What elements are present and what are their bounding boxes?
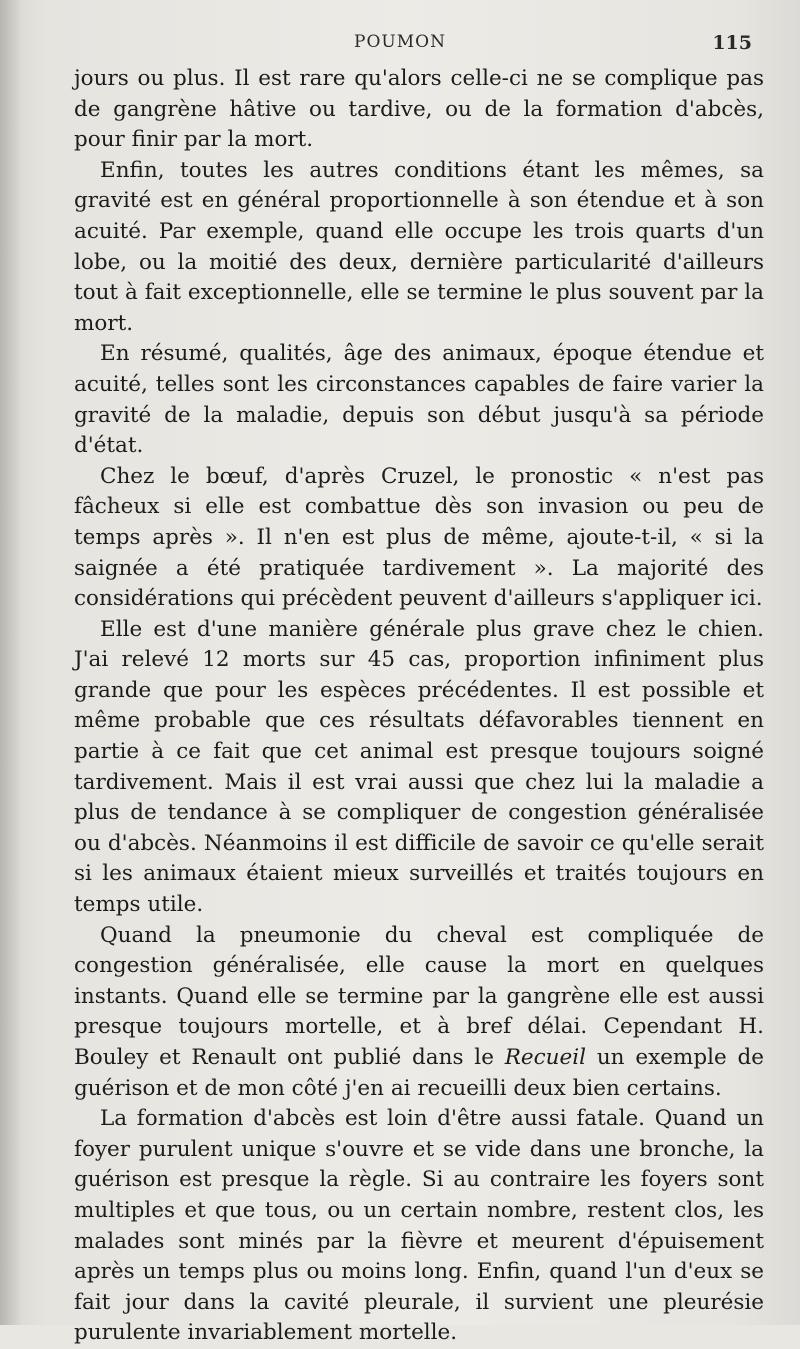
paragraph-horse-text-after: un exemple de guérison et de mon côté j'en ai recueilli deux bien certains. [74,1045,764,1101]
paragraph-gravity: Enfin, toutes les autres conditions étant les mêmes, sa gravité est en général proportionnelle à son étendue et à son acuité. Par exemple, quand elle occupe les trois quarts d'un lobe, ou la moitié des deux, dernière particularité d'ailleurs tout à fait exceptionnelle, elle se termine le plus souvent par la mort. [74,157,764,336]
paragraph-abscess: La formation d'abcès est loin d'être aussi fatale. Quand un foyer purulent unique s'ouvre et se vide dans une bronche, la guérison est presque la règle. Si au contraire les foyers sont multiples et que tous, ou un certain nombre, restent clos, les malades sont minés par la fièvre et meurent d'épuisement après un temps plus ou moins long. Enfin, quand l'un d'eux se fait jour dans la cavité pleurale, il survient une pleurésie purulente invariablement mortelle. [74,1106,764,1346]
paragraph-horse-text-before: Quand la pneumonie du cheval est compliquée de congestion généralisée, elle cause la mort en quelques instants. Quand elle se termine par la gangrène elle est aussi presque toujours mortelle, et à bref délai. Cependant H. Bouley et Renault ont publié dans le [74,922,764,1070]
running-title: POUMON [354,32,446,52]
body-text [74,64,764,1349]
paragraph-summary: En résumé, qualités, âge des animaux, époque étendue et acuité, telles sont les circonstances capables de faire varier la gravité de la maladie, depuis son début jusqu'à sa période d'état. [74,341,764,459]
page-header [0,30,800,60]
paragraph-horse [74,921,764,1105]
paragraph-continuation: jours ou plus. Il est rare qu'alors celle-ci ne se complique pas de gangrène hâtive ou tardive, ou de la formation d'abcès, pour finir par la mort. [74,66,764,153]
paragraph-dog: Elle est d'une manière générale plus grave chez le chien. J'ai relevé 12 morts sur 45 cas, proportion infiniment plus grande que pour les espèces précédentes. Il est possible et même probable que ces résultats défavorables tiennent en partie à ce fait que cet animal est presque toujours soigné tardivement. Mais il est vrai aussi que chez lui la maladie a plus de tendance à se compliquer de congestion généralisée ou d'abcès. Néanmoins il est difficile de savoir ce qu'elle serait si les animaux étaient mieux surveillés et traités toujours en temps utile. [74,616,764,918]
paragraph-ox: Chez le bœuf, d'après Cruzel, le pronostic « n'est pas fâcheux si elle est combattue dès son invasion ou peu de temps après ». Il n'en est plus de même, ajoute-t-il, « si la saignée a été pratiquée tardivement ». La majorité des considérations qui précèdent peuvent d'ailleurs s'appliquer ici. [74,463,764,612]
page-number: 115 [712,32,752,54]
journal-title-recueil: Recueil [504,1045,587,1070]
gutter-shadow [0,0,22,1325]
